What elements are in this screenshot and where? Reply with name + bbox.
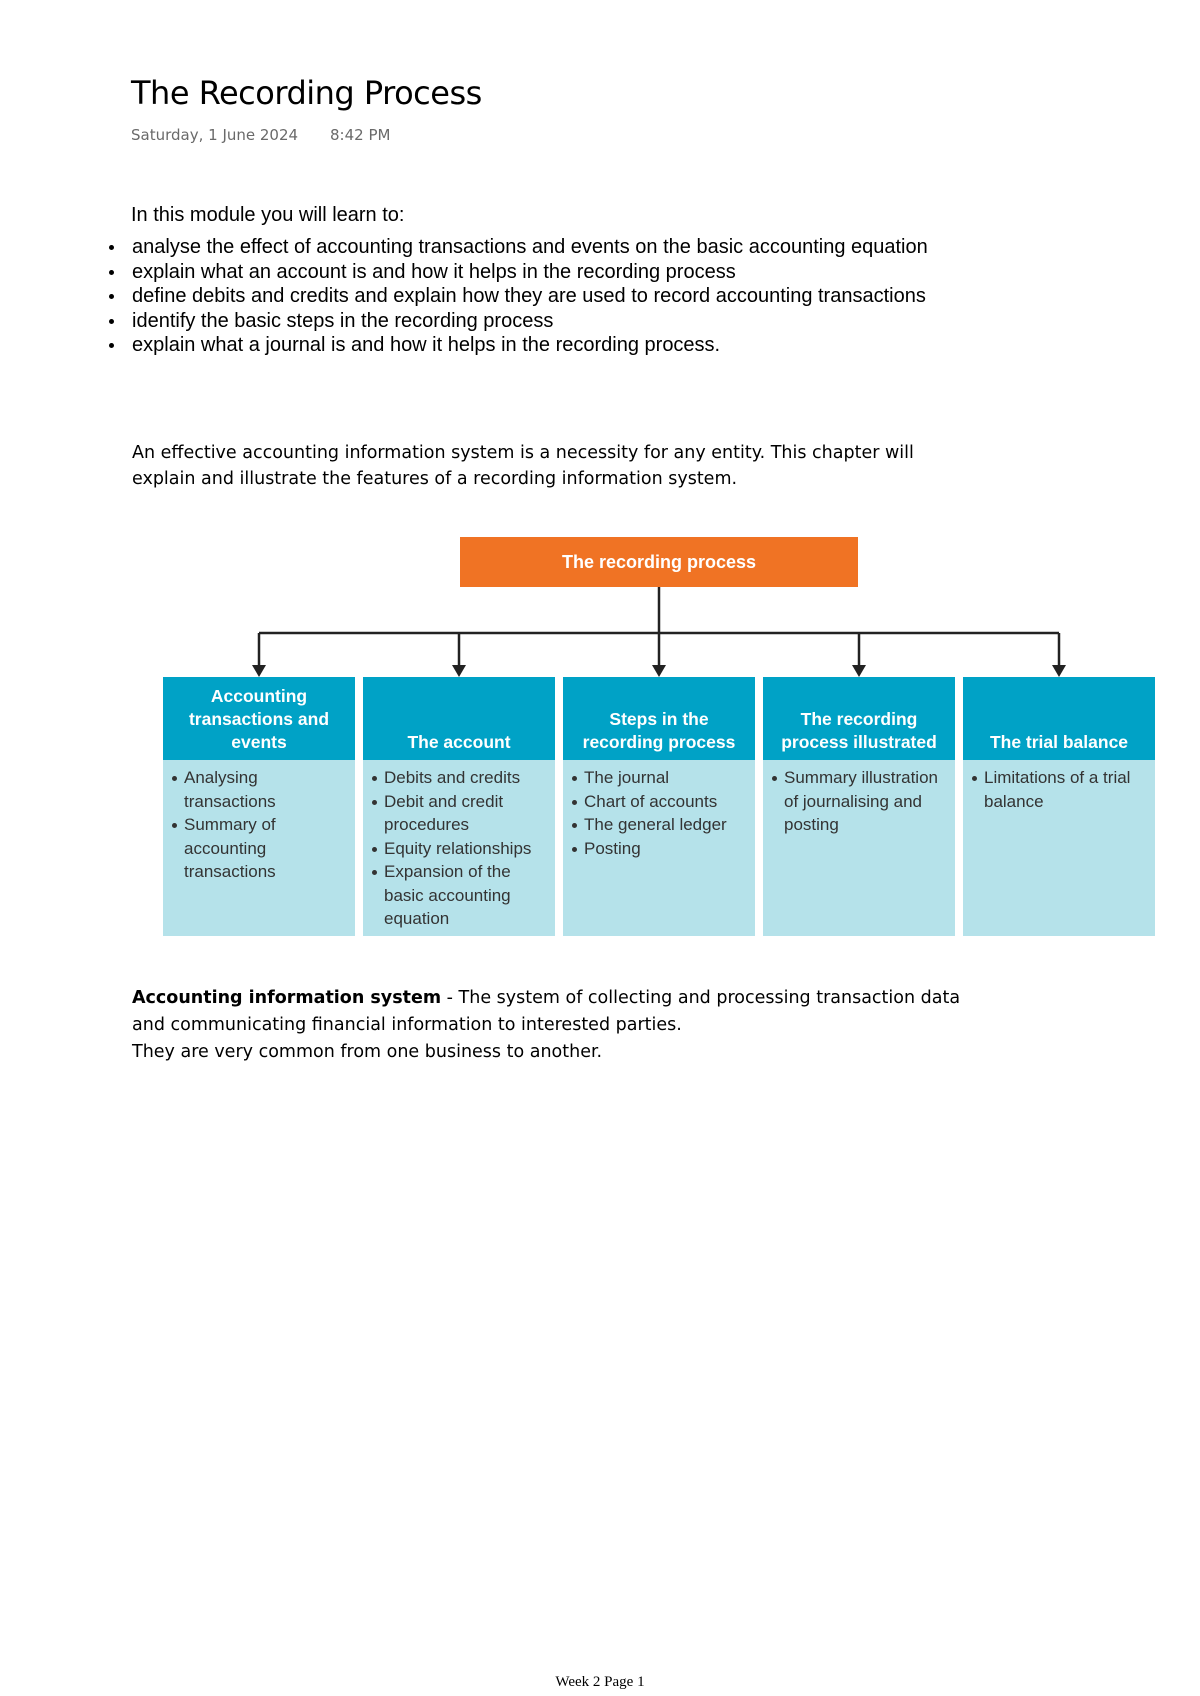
page-time: 8:42 PM (330, 126, 391, 144)
arrow-down-icon (252, 665, 266, 677)
bullet-icon (109, 319, 114, 324)
column-title: Accounting transactions and events (163, 677, 355, 760)
bullet-icon (109, 270, 114, 275)
definition-separator: - (441, 988, 459, 1008)
diagram-column (163, 677, 355, 936)
column-item: Summary of accounting transactions (170, 813, 351, 884)
column-item: Debits and credits (370, 766, 551, 790)
objectives-list (108, 235, 938, 358)
column-item: Posting (570, 837, 751, 861)
page-date: Saturday, 1 June 2024 (131, 126, 299, 144)
arrow-down-icon (652, 665, 666, 677)
list-item: analyse the effect of accounting transactions and events on the basic accounting equation (108, 235, 938, 260)
column-item: The general ledger (570, 813, 751, 837)
diagram-column (963, 677, 1155, 936)
intro-paragraph: An effective accounting information system is a necessity for any entity. This chapter will explain and illustrate the features of a recording information system. (132, 443, 914, 489)
column-title: The trial balance (963, 677, 1155, 760)
diagram-column (563, 677, 755, 936)
bullet-icon (109, 294, 114, 299)
arrow-down-icon (1052, 665, 1066, 677)
list-item: identify the basic steps in the recording process (108, 309, 938, 334)
column-item: The journal (570, 766, 751, 790)
list-item: explain what an account is and how it helps in the recording process (108, 260, 938, 285)
column-title: Steps in the recording process (563, 677, 755, 760)
column-item: Analysing transactions (170, 766, 351, 813)
definition-text: The system of collecting and processing transaction data and communicating financial information to interested parties. (132, 988, 961, 1035)
column-item: Equity relationships (370, 837, 551, 861)
arrow-down-icon (852, 665, 866, 677)
page-title: The Recording Process (131, 74, 482, 112)
column-item: Debit and credit procedures (370, 790, 551, 837)
column-title: The recording process illustrated (763, 677, 955, 760)
bullet-icon (109, 245, 114, 250)
definition-term: Accounting information system (132, 988, 442, 1008)
diagram-root-box: The recording process (460, 537, 858, 587)
definition-block (132, 985, 982, 1066)
bullet-icon (109, 343, 114, 348)
diagram-column (363, 677, 555, 936)
intro-text: In this module you will learn to: (131, 204, 405, 226)
column-item: Expansion of the basic accounting equation (370, 860, 551, 931)
column-item: Chart of accounts (570, 790, 751, 814)
definition-note: They are very common from one business to another. (132, 1042, 603, 1062)
column-item: Summary illustration of journalising and posting (770, 766, 951, 837)
column-item: Limitations of a trial balance (970, 766, 1151, 813)
list-item: define debits and credits and explain how they are used to record accounting transactions (108, 284, 938, 309)
diagram-column (763, 677, 955, 936)
arrow-down-icon (452, 665, 466, 677)
column-title: The account (363, 677, 555, 760)
page-footer: Week 2 Page 1 (555, 1674, 645, 1690)
list-item: explain what a journal is and how it helps in the recording process. (108, 333, 938, 358)
